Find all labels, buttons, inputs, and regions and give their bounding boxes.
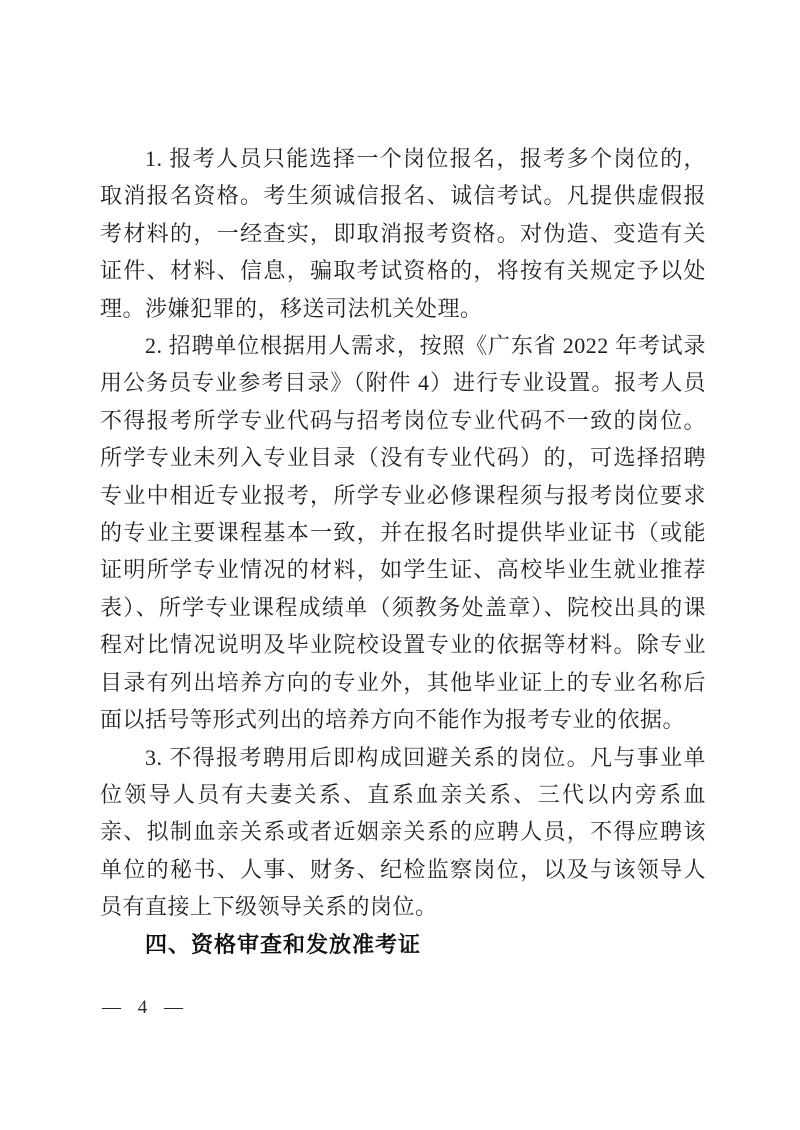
paragraph-3: 3. 不得报考聘用后即构成回避关系的岗位。凡与事业单位领导人员有夫妻关系、直系血亲关系、三代以内旁系血亲、拟制血亲关系或者近姻亲关系的应聘人员，不得应聘该单位的秘书、人事、财务、纪检监察岗位，以及与该领导人员有直接上下级领导关系的岗位。 (100, 744, 706, 920)
section-heading: 四、资格审查和发放准考证 (145, 931, 422, 957)
paragraph-2: 2. 招聘单位根据用人需求，按照《广东省 2022 年考试录用公务员专业参考目录》（附件 4）进行专业设置。报考人员不得报考所学专业代码与招考岗位专业代码不一致的岗位。所学专业未列入专业目录（没有专业代码）的，可选择招聘专业中相近专业报考，所学专业必修课程须与报考岗位要求的专业主要课程基本一致，并在报名时提供毕业证书（或能证明所学专业情况的材料，如学生证、高校毕业生就业推荐表）、所学专业课程成绩单（须教务处盖章）、院校出具的课程对比情况说明及毕业院校设置专业的依据等材料。除专业目录有列出培养方向的专业外，其他毕业证上的专业名称后面以括号等形式列出的培养方向不能作为报考专业的依据。 (100, 333, 706, 733)
page-number: — 4 — (102, 997, 189, 1018)
document-body (100, 140, 706, 963)
paragraph-1: 1. 报考人员只能选择一个岗位报名，报考多个岗位的，取消报名资格。考生须诚信报名、诚信考试。凡提供虚假报考材料的，一经查实，即取消报考资格。对伪造、变造有关证件、材料、信息，骗取考试资格的，将按有关规定予以处理。涉嫌犯罪的，移送司法机关处理。 (100, 146, 706, 321)
